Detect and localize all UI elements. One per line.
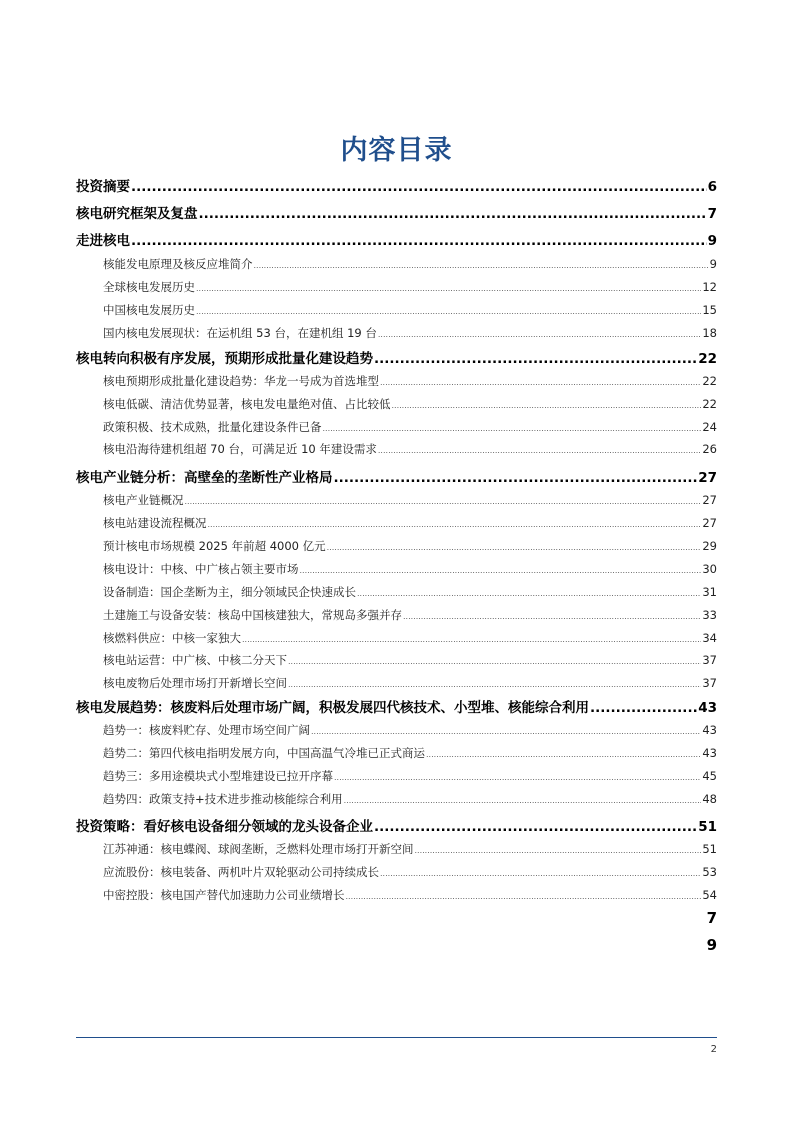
toc-entry-label: 走进核电 bbox=[76, 233, 130, 249]
toc-entry-label: 核电废物后处理市场打开新增长空间 bbox=[103, 676, 287, 690]
toc-entry-page: 51 bbox=[698, 819, 717, 835]
toc-entry-label: 投资策略：看好核电设备细分领域的龙头设备企业 bbox=[76, 819, 373, 835]
toc-entry-page: 29 bbox=[702, 539, 717, 553]
toc-dot-leader bbox=[403, 610, 701, 622]
toc-dot-leader bbox=[426, 748, 701, 760]
toc-entry-page: 7 bbox=[707, 206, 717, 222]
toc-dot-leader bbox=[185, 495, 702, 507]
toc-entry-level2[interactable] bbox=[103, 791, 717, 807]
toc-entry-level2[interactable] bbox=[103, 492, 717, 508]
toc-entry-level2[interactable] bbox=[103, 630, 717, 646]
toc-dot-leader bbox=[415, 844, 702, 856]
toc-entry-label: 核电预期形成批量化建设趋势：华龙一号成为首选堆型 bbox=[103, 374, 379, 388]
toc-dot-leader bbox=[131, 181, 707, 195]
toc-dot-leader bbox=[242, 633, 701, 645]
toc-entry-page: 54 bbox=[702, 888, 717, 902]
toc-entry-level2[interactable] bbox=[103, 373, 717, 389]
toc-dot-leader bbox=[288, 678, 701, 690]
toc-dot-leader bbox=[590, 702, 697, 716]
toc-entry-level1[interactable] bbox=[76, 175, 717, 195]
toc-entry-page: 15 bbox=[702, 303, 717, 317]
toc-entry-label: 趋势一：核废料贮存、处理市场空间广阔 bbox=[103, 723, 310, 737]
toc-entry-page: 12 bbox=[702, 280, 717, 294]
toc-entry-level2[interactable] bbox=[103, 768, 717, 784]
toc-dot-leader bbox=[357, 587, 701, 599]
toc-dot-leader bbox=[254, 259, 709, 271]
toc-dot-leader bbox=[380, 867, 701, 879]
toc-entry-level2[interactable] bbox=[103, 302, 717, 318]
footer-page-number: 2 bbox=[710, 1044, 717, 1055]
toc-dot-leader bbox=[346, 890, 702, 902]
toc-entry-label: 预计核电市场规模 2025 年前超 4000 亿元 bbox=[103, 539, 326, 553]
toc-entry-page: 37 bbox=[702, 653, 717, 667]
toc-entry-level2[interactable] bbox=[103, 538, 717, 554]
toc-entry-level2[interactable] bbox=[103, 256, 717, 272]
toc-entry-page: 53 bbox=[702, 865, 717, 879]
toc-entry-label: 设备制造：国企垄断为主，细分领域民企快速成长 bbox=[103, 585, 356, 599]
toc-dot-leader bbox=[378, 328, 701, 340]
toc-entry-level1[interactable] bbox=[76, 696, 717, 716]
toc-entry-page: 9 bbox=[709, 257, 717, 271]
toc-entry-page: 22 bbox=[702, 397, 717, 411]
toc-dot-leader bbox=[323, 422, 702, 434]
toc-entry-level2[interactable] bbox=[103, 419, 717, 435]
toc-entry-level2[interactable] bbox=[103, 607, 717, 623]
toc-entry-label: 政策积极、技术成熟，批量化建设条件已备 bbox=[103, 420, 322, 434]
toc-entry-label: 国内核电发展现状：在运机组 53 台，在建机组 19 台 bbox=[103, 326, 377, 340]
toc-entry-label: 趋势三：多用途模块式小型堆建设已拉开序幕 bbox=[103, 769, 333, 783]
toc-entry-level2[interactable] bbox=[103, 887, 717, 903]
orphan-page-number-1: 7 bbox=[706, 909, 717, 927]
toc-dot-leader bbox=[374, 353, 697, 367]
toc-dot-leader bbox=[131, 235, 707, 249]
toc-entry-page: 6 bbox=[707, 179, 717, 195]
page-title: 内容目录 bbox=[340, 135, 453, 166]
toc-entry-page: 34 bbox=[702, 631, 717, 645]
toc-dot-leader bbox=[392, 399, 702, 411]
toc-entry-page: 31 bbox=[702, 585, 717, 599]
toc-entry-label: 中密控股：核电国产替代加速助力公司业绩增长 bbox=[103, 888, 345, 902]
toc-entry-level1[interactable] bbox=[76, 202, 717, 222]
toc-entry-level1[interactable] bbox=[76, 229, 717, 249]
toc-entry-label: 核电产业链概况 bbox=[103, 493, 184, 507]
toc-entry-label: 核能发电原理及核反应堆简介 bbox=[103, 257, 253, 271]
toc-entry-label: 核电产业链分析：高壁垒的垄断性产业格局 bbox=[76, 470, 333, 486]
toc-entry-page: 9 bbox=[707, 233, 717, 249]
toc-dot-leader bbox=[199, 208, 707, 222]
toc-entry-level2[interactable] bbox=[103, 561, 717, 577]
toc-dot-leader bbox=[288, 655, 701, 667]
toc-entry-page: 22 bbox=[698, 351, 717, 367]
toc-entry-page: 27 bbox=[698, 470, 717, 486]
toc-entry-level1[interactable] bbox=[76, 347, 717, 367]
toc-entry-level2[interactable] bbox=[103, 722, 717, 738]
toc-entry-page: 45 bbox=[702, 769, 717, 783]
toc-dot-leader bbox=[311, 725, 701, 737]
toc-entry-level2[interactable] bbox=[103, 441, 717, 457]
toc-entry-level2[interactable] bbox=[103, 279, 717, 295]
toc-entry-label: 核电低碳、清洁优势显著，核电发电量绝对值、占比较低 bbox=[103, 397, 391, 411]
toc-entry-label: 土建施工与设备安装：核岛中国核建独大，常规岛多强并存 bbox=[103, 608, 402, 622]
toc-dot-leader bbox=[334, 771, 701, 783]
footer-divider bbox=[76, 1037, 717, 1038]
toc-entry-page: 51 bbox=[702, 842, 717, 856]
toc-entry-label: 核电站运营：中广核、中核二分天下 bbox=[103, 653, 287, 667]
toc-dot-leader bbox=[327, 541, 702, 553]
toc-entry-page: 22 bbox=[702, 374, 717, 388]
toc-entry-level1[interactable] bbox=[76, 466, 717, 486]
toc-entry-label: 江苏神通：核电蝶阀、球阀垄断，乏燃料处理市场打开新空间 bbox=[103, 842, 414, 856]
toc-entry-page: 43 bbox=[702, 723, 717, 737]
toc-entry-label: 中国核电发展历史 bbox=[103, 303, 195, 317]
toc-entry-label: 核电设计：中核、中广核占领主要市场 bbox=[103, 562, 299, 576]
toc-dot-leader bbox=[300, 564, 702, 576]
toc-entry-level2[interactable] bbox=[103, 675, 717, 691]
toc-entry-level2[interactable] bbox=[103, 515, 717, 531]
toc-entry-page: 27 bbox=[702, 516, 717, 530]
orphan-page-number-2: 9 bbox=[706, 936, 717, 954]
toc-entry-label: 核电发展趋势：核废料后处理市场广阔，积极发展四代核技术、小型堆、核能综合利用 bbox=[76, 700, 589, 716]
toc-entry-level2[interactable] bbox=[103, 396, 717, 412]
toc-entry-label: 核电研究框架及复盘 bbox=[76, 206, 198, 222]
toc-entry-label: 趋势四：政策支持+技术进步推动核能综合利用 bbox=[103, 792, 343, 806]
toc-entry-page: 43 bbox=[698, 700, 717, 716]
toc-entry-level2[interactable] bbox=[103, 325, 717, 341]
toc-entry-label: 核电站建设流程概况 bbox=[103, 516, 207, 530]
toc-entry-level1[interactable] bbox=[76, 815, 717, 835]
toc-entry-label: 应流股份：核电装备、两机叶片双轮驱动公司持续成长 bbox=[103, 865, 379, 879]
toc-entry-level2[interactable] bbox=[103, 745, 717, 761]
toc-dot-leader bbox=[374, 821, 697, 835]
toc-entry-level2[interactable] bbox=[103, 841, 717, 857]
toc-dot-leader bbox=[380, 376, 701, 388]
toc-entry-level2[interactable] bbox=[103, 584, 717, 600]
toc-entry-page: 30 bbox=[702, 562, 717, 576]
toc-dot-leader bbox=[208, 518, 702, 530]
toc-entry-label: 投资摘要 bbox=[76, 179, 130, 195]
toc-entry-label: 核电转向积极有序发展，预期形成批量化建设趋势 bbox=[76, 351, 373, 367]
toc-entry-label: 趋势二：第四代核电指明发展方向，中国高温气冷堆已正式商运 bbox=[103, 746, 425, 760]
toc-dot-leader bbox=[196, 305, 701, 317]
toc-entry-label: 核电沿海待建机组超 70 台，可满足近 10 年建设需求 bbox=[103, 442, 377, 456]
toc-entry-level2[interactable] bbox=[103, 652, 717, 668]
toc-entry-page: 43 bbox=[702, 746, 717, 760]
toc-entry-page: 26 bbox=[702, 442, 717, 456]
toc-entry-page: 48 bbox=[702, 792, 717, 806]
toc-dot-leader bbox=[196, 282, 701, 294]
toc-entry-page: 27 bbox=[702, 493, 717, 507]
toc-entry-page: 24 bbox=[702, 420, 717, 434]
toc-entry-label: 全球核电发展历史 bbox=[103, 280, 195, 294]
toc-dot-leader bbox=[334, 472, 698, 486]
toc-entry-level2[interactable] bbox=[103, 864, 717, 880]
toc-entry-page: 18 bbox=[702, 326, 717, 340]
toc-dot-leader bbox=[378, 444, 701, 456]
toc-entry-page: 33 bbox=[702, 608, 717, 622]
toc-dot-leader bbox=[344, 794, 702, 806]
toc-entry-label: 核燃料供应：中核一家独大 bbox=[103, 631, 241, 645]
toc-entry-page: 37 bbox=[702, 676, 717, 690]
